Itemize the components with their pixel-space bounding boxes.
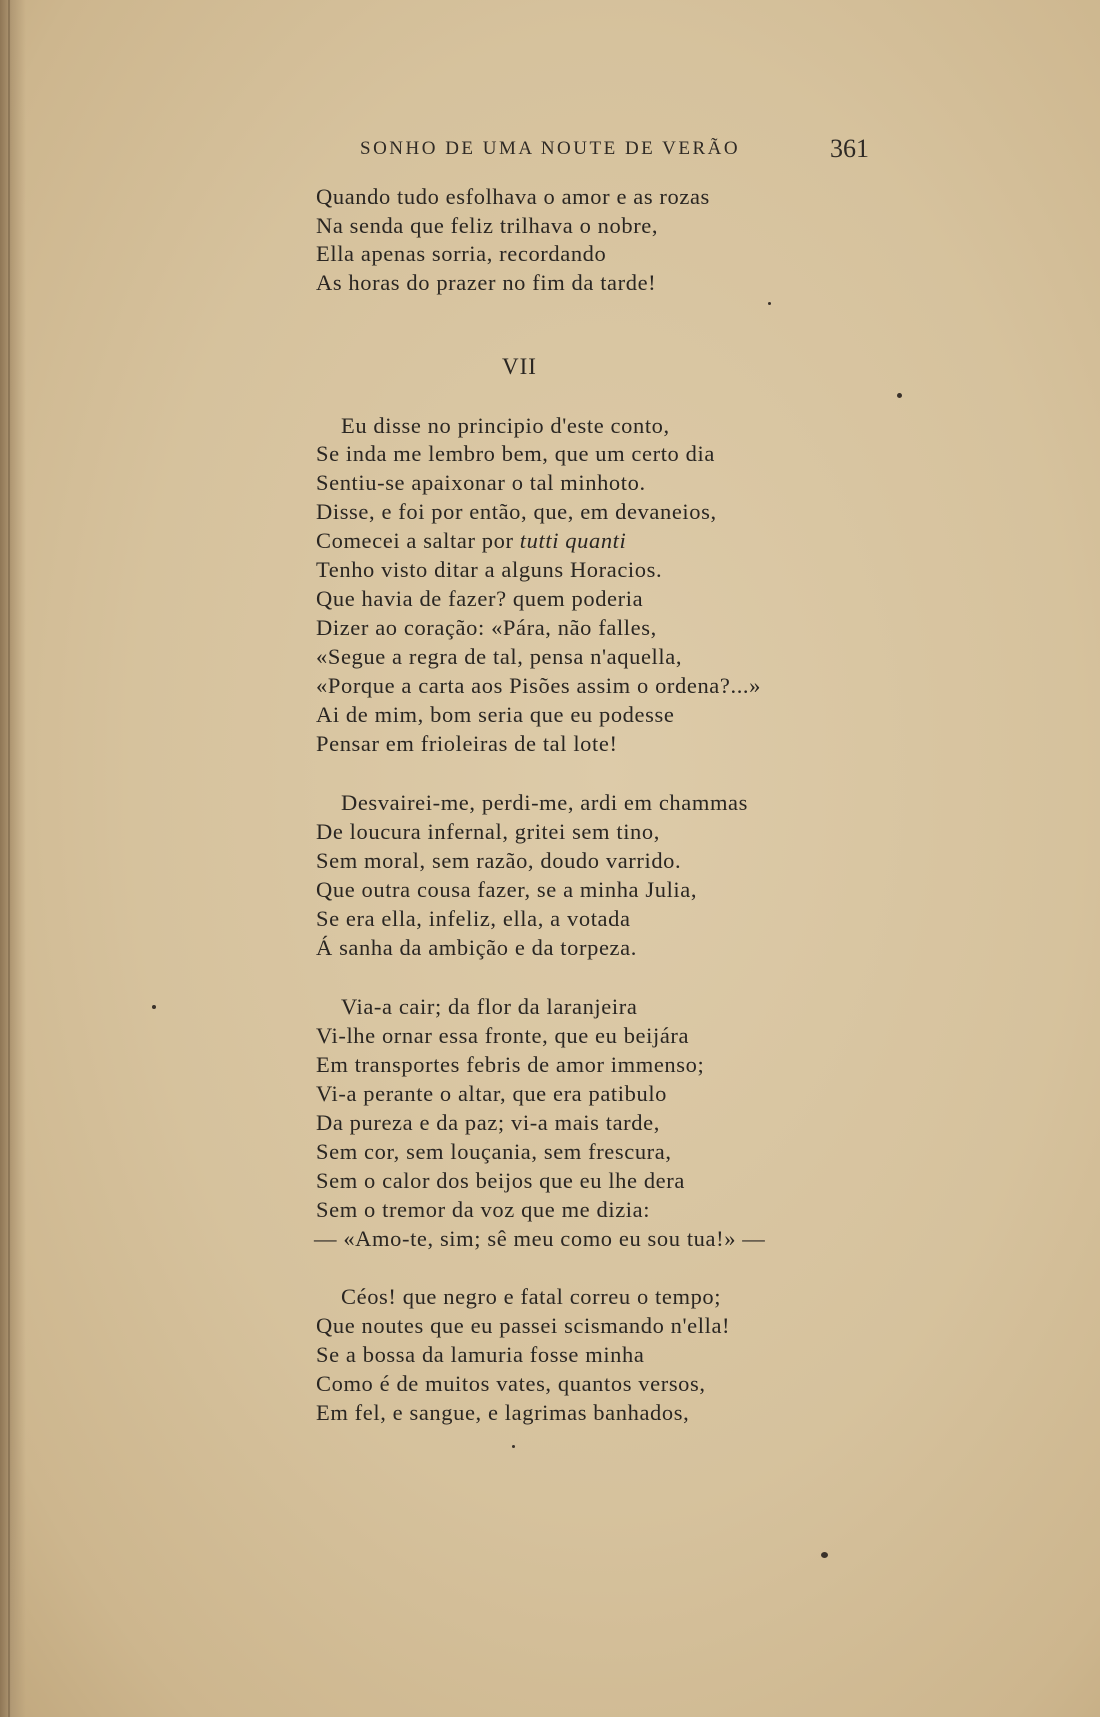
verse-line: Sem o tremor da voz que me dizia:	[316, 1197, 651, 1222]
verse-line: Se era ella, infeliz, ella, a votada	[316, 906, 631, 931]
verse-text: Comecei a saltar por	[316, 528, 514, 553]
verse-line: «Porque a carta aos Pisões assim o ordena?...»	[316, 673, 761, 698]
verse-line: Sentiu-se apaixonar o tal minhoto.	[316, 470, 646, 495]
verse-line: Desvairei-me, perdi-me, ardi em chammas	[341, 790, 748, 815]
paper-speck	[897, 393, 902, 398]
running-title: SONHO DE UMA NOUTE DE VERÃO	[360, 138, 741, 159]
verse-line: Vi-a perante o altar, que era patibulo	[316, 1081, 668, 1106]
verse-line: «Segue a regra de tal, pensa n'aquella,	[316, 644, 683, 669]
verse-line: Em transportes febris de amor immenso;	[316, 1052, 705, 1077]
verse-line: Céos! que negro e fatal correu o tempo;	[341, 1284, 722, 1309]
verse-line: Disse, e foi por então, que, em devaneios,	[316, 499, 717, 524]
verse-line: Eu disse no principio d'este conto,	[341, 413, 670, 438]
verse-line: Vi-lhe ornar essa fronte, que eu beijára	[316, 1023, 690, 1048]
paper-speck	[512, 1445, 515, 1448]
paper-speck	[821, 1552, 828, 1558]
verse-line: Se a bossa da lamuria fosse minha	[316, 1342, 645, 1367]
verse-line: Quando tudo esfolhava o amor e as rozas	[316, 184, 710, 209]
verse-line: — «Amo-te, sim; sê meu como eu sou tua!» —	[314, 1226, 766, 1251]
verse-line: Tenho visto ditar a alguns Horacios.	[316, 557, 663, 582]
verse-line: Pensar em frioleiras de tal lote!	[316, 731, 618, 756]
verse-line	[316, 526, 626, 555]
verse-line: Sem moral, sem razão, doudo varrido.	[316, 848, 682, 873]
verse-line: Se inda me lembro bem, que um certo dia	[316, 441, 715, 466]
gutter-line	[8, 0, 10, 1717]
paper-speck	[768, 302, 771, 305]
paper-speck	[152, 1005, 156, 1009]
verse-line: Via-a cair; da flor da laranjeira	[341, 994, 638, 1019]
verse-line: Na senda que feliz trilhava o nobre,	[316, 213, 659, 238]
page-number: 361	[830, 134, 869, 163]
verse-line: Como é de muitos vates, quantos versos,	[316, 1371, 706, 1396]
verse-line: Á sanha da ambição e da torpeza.	[316, 935, 637, 960]
italic-phrase: tutti quanti	[519, 528, 627, 553]
verse-line: As horas do prazer no fim da tarde!	[316, 270, 657, 295]
verse-line: Que outra cousa fazer, se a minha Julia,	[316, 877, 698, 902]
verse-line: Ella apenas sorria, recordando	[316, 241, 607, 266]
verse-line: Que havia de fazer? quem poderia	[316, 586, 644, 611]
verse-line: Dizer ao coração: «Pára, não falles,	[316, 615, 657, 640]
page-gutter-shadow	[0, 0, 26, 1717]
verse-line: Da pureza e da paz; vi-a mais tarde,	[316, 1110, 660, 1135]
verse-line: De loucura infernal, gritei sem tino,	[316, 819, 660, 844]
verse-line: Sem cor, sem louçania, sem frescura,	[316, 1139, 672, 1164]
verse-line: Ai de mim, bom seria que eu podesse	[316, 702, 675, 727]
verse-line: Sem o calor dos beijos que eu lhe dera	[316, 1168, 685, 1193]
verse-line: Que noutes que eu passei scismando n'ella!	[316, 1313, 731, 1338]
verse-line: Em fel, e sangue, e lagrimas banhados,	[316, 1400, 690, 1425]
section-heading: VII	[502, 354, 537, 379]
